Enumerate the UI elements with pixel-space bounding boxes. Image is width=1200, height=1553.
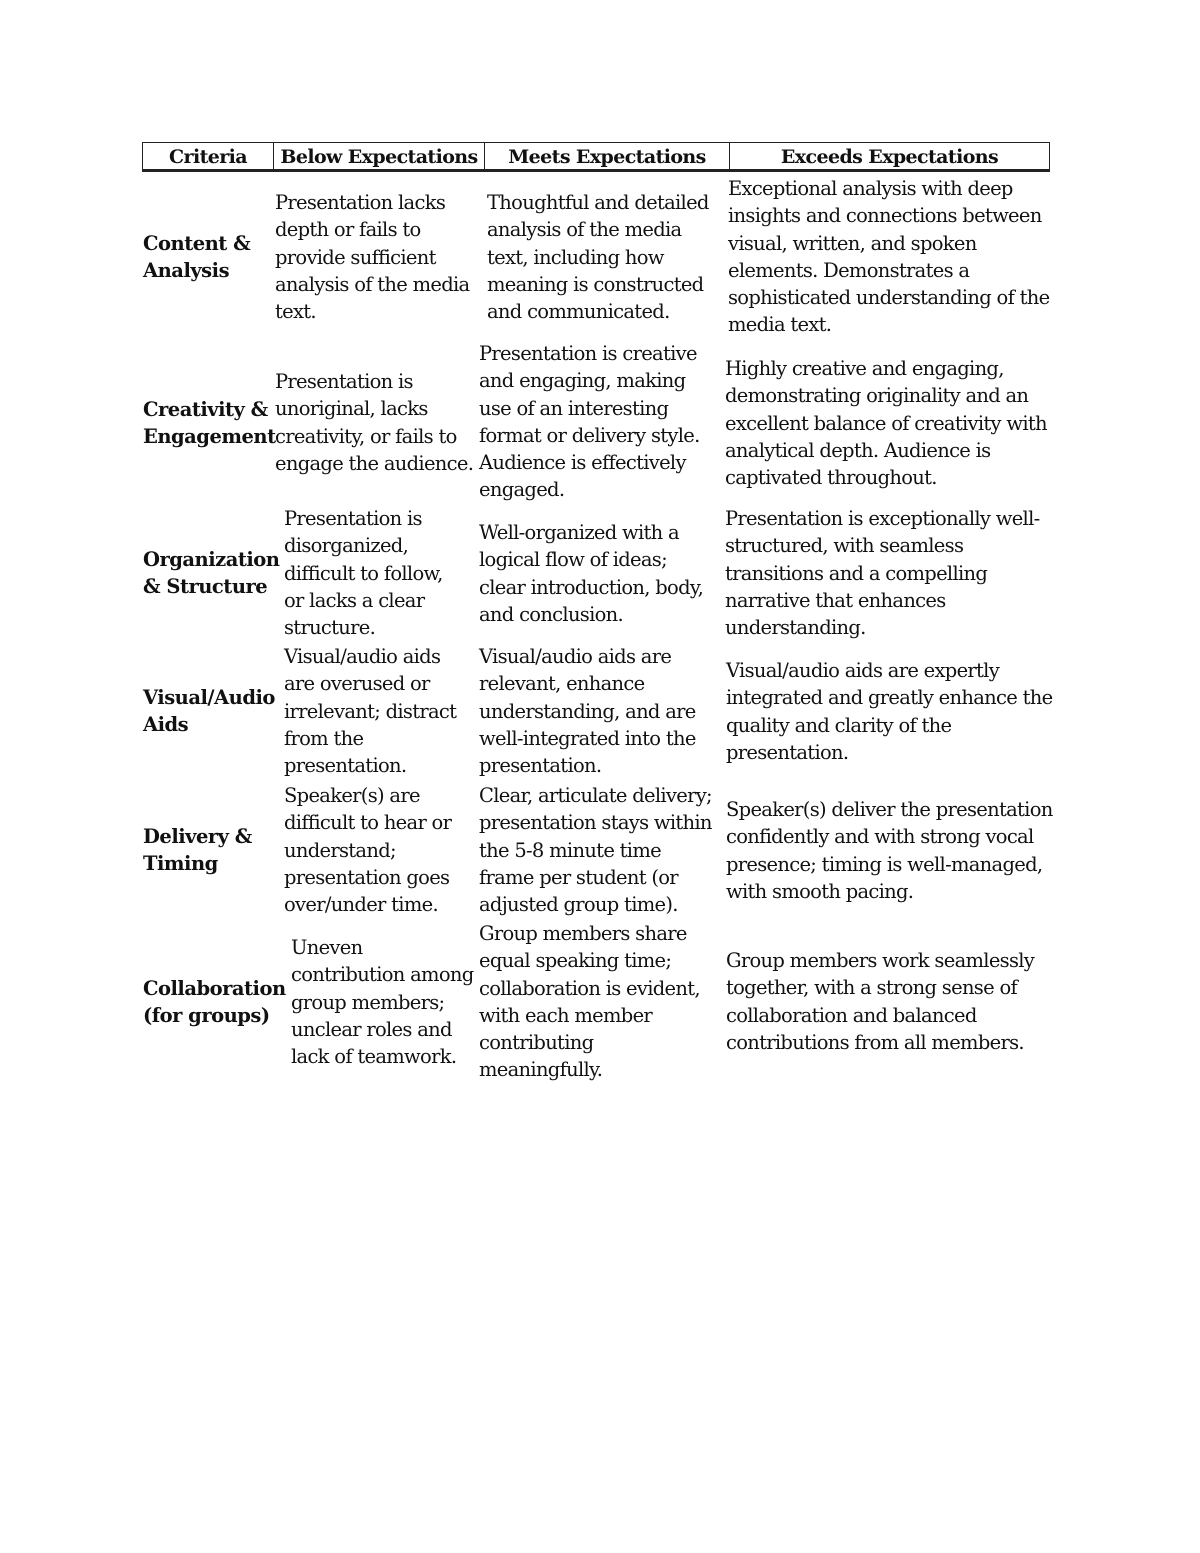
criteria-content-analysis: Content & Analysis bbox=[143, 232, 251, 283]
criteria-delivery-timing: Delivery & Timing bbox=[143, 825, 252, 876]
header-bottom-rule bbox=[142, 170, 1050, 172]
exceeds-delivery-timing: Speaker(s) deliver the presentation confidently and with strong vocal presence; timing is well-managed, with smooth pacing. bbox=[726, 798, 1053, 903]
exceeds-creativity-engagement: Highly creative and engaging, demonstrating originality and an excellent balance of creativity with analytical depth. Audience is captivated throughout. bbox=[725, 357, 1047, 490]
meets-content-analysis: Thoughtful and detailed analysis of the media text, including how meaning is constructed and communicated. bbox=[487, 191, 709, 324]
header-criteria: Criteria bbox=[142, 142, 274, 170]
below-organization-structure: Presentation is disorganized, difficult to follow, or lacks a clear structure. bbox=[284, 507, 443, 640]
exceeds-visual-audio-aids: Visual/audio aids are expertly integrated and greatly enhance the quality and clarity of the presentation. bbox=[726, 659, 1053, 764]
meets-delivery-timing: Clear, articulate delivery; presentation stays within the 5-8 minute time frame per student (or adjusted group time). bbox=[479, 784, 712, 917]
below-visual-audio-aids: Visual/audio aids are overused or irrelevant; distract from the presentation. bbox=[284, 645, 457, 778]
criteria-organization-structure: Organization & Structure bbox=[143, 548, 280, 599]
below-content-analysis: Presentation lacks depth or fails to provide sufficient analysis of the media text. bbox=[275, 191, 470, 324]
exceeds-organization-structure: Presentation is exceptionally well- structured, with seamless transitions and a compelling narrative that enhances understanding. bbox=[725, 507, 1040, 640]
header-exceeds-expectations: Exceeds Expectations bbox=[729, 142, 1050, 170]
criteria-visual-audio-aids: Visual/Audio Aids bbox=[143, 686, 275, 737]
below-collaboration: Uneven contribution among group members; unclear roles and lack of teamwork. bbox=[291, 936, 474, 1069]
meets-organization-structure: Well-organized with a logical flow of ideas; clear introduction, body, and conclusion. bbox=[479, 521, 704, 626]
criteria-collaboration: Collaboration (for groups) bbox=[143, 977, 286, 1028]
header-meets-expectations: Meets Expectations bbox=[484, 142, 730, 170]
below-creativity-engagement: Presentation is unoriginal, lacks creativity, or fails to engage the audience. bbox=[275, 370, 474, 475]
below-delivery-timing: Speaker(s) are difficult to hear or understand; presentation goes over/under time. bbox=[284, 784, 452, 917]
exceeds-collaboration: Group members work seamlessly together, with a strong sense of collaboration and balanced contributions from all members. bbox=[726, 949, 1035, 1054]
exceeds-content-analysis: Exceptional analysis with deep insights and connections between visual, written, and spoken elements. Demonstrates a sophisticated understanding of the media text. bbox=[728, 177, 1050, 337]
meets-collaboration: Group members share equal speaking time; collaboration is evident, with each member contributing meaningfully. bbox=[479, 922, 700, 1082]
meets-visual-audio-aids: Visual/audio aids are relevant, enhance understanding, and are well-integrated into the presentation. bbox=[479, 645, 696, 778]
criteria-creativity-engagement: Creativity & Engagement bbox=[143, 398, 276, 449]
header-below-expectations: Below Expectations bbox=[273, 142, 485, 170]
meets-creativity-engagement: Presentation is creative and engaging, making use of an interesting format or delivery style. Audience is effectively engaged. bbox=[479, 342, 700, 502]
